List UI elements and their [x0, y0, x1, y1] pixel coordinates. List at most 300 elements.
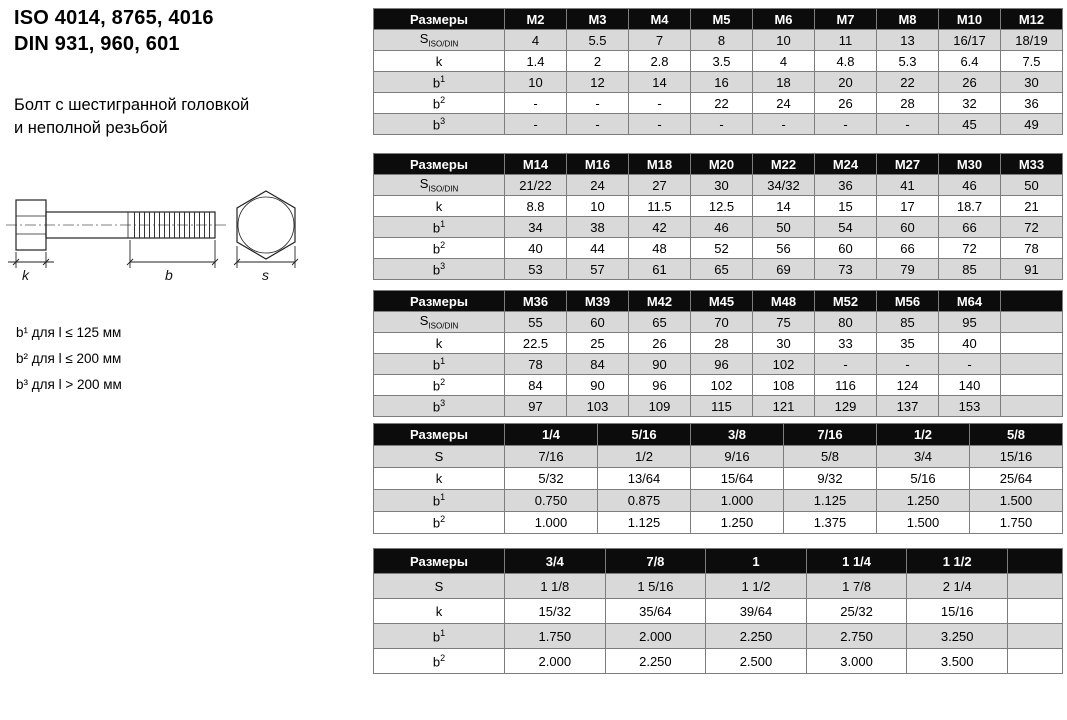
value-cell: 10	[505, 72, 567, 93]
value-cell: 137	[877, 396, 939, 417]
empty-cell	[1008, 624, 1063, 649]
table-row	[374, 574, 1063, 599]
metric-table-m14-m33	[373, 153, 1063, 280]
value-cell: 78	[1001, 238, 1063, 259]
footnote-b2: b² для l ≤ 200 мм	[16, 351, 122, 366]
column-header: 3/4	[505, 549, 606, 574]
value-cell: 5/32	[505, 468, 598, 490]
value-cell: 153	[939, 396, 1001, 417]
value-cell: 52	[691, 238, 753, 259]
value-cell: -	[691, 114, 753, 135]
header-row	[374, 424, 1063, 446]
value-cell: 26	[815, 93, 877, 114]
value-cell: 15/16	[907, 599, 1008, 624]
value-cell: 32	[939, 93, 1001, 114]
row-label: $b^1$	[374, 354, 505, 375]
column-header: M64	[939, 291, 1001, 312]
value-cell: 6.4	[939, 51, 1001, 72]
column-header: 1/4	[505, 424, 598, 446]
column-header: 5/16	[598, 424, 691, 446]
value-cell: 84	[567, 354, 629, 375]
table-row	[374, 312, 1063, 333]
table-row	[374, 354, 1063, 375]
value-cell: 1.000	[691, 490, 784, 512]
value-cell: -	[815, 114, 877, 135]
value-cell: 3.5	[691, 51, 753, 72]
table-row	[374, 175, 1063, 196]
column-header: M30	[939, 154, 1001, 175]
value-cell: 72	[1001, 217, 1063, 238]
column-header: M3	[567, 9, 629, 30]
value-cell: 84	[505, 375, 567, 396]
value-cell: 60	[815, 238, 877, 259]
column-header: 5/8	[970, 424, 1063, 446]
header-row	[374, 154, 1063, 175]
column-header: M5	[691, 9, 753, 30]
value-cell: 1.000	[505, 512, 598, 534]
column-header: M42	[629, 291, 691, 312]
value-cell: 21	[1001, 196, 1063, 217]
value-cell: 34/32	[753, 175, 815, 196]
column-header: M20	[691, 154, 753, 175]
value-cell: 5/16	[877, 468, 970, 490]
row-label: $b^1$	[374, 72, 505, 93]
value-cell: 18/19	[1001, 30, 1063, 51]
value-cell: 72	[939, 238, 1001, 259]
table-row	[374, 238, 1063, 259]
value-cell: 1.125	[784, 490, 877, 512]
table-row	[374, 259, 1063, 280]
value-cell: 27	[629, 175, 691, 196]
value-cell: 80	[815, 312, 877, 333]
description-line-2: и неполной резьбой	[14, 119, 168, 138]
value-cell: 7	[629, 30, 691, 51]
value-cell: 1.750	[970, 512, 1063, 534]
row-label: k	[374, 51, 505, 72]
value-cell: 20	[815, 72, 877, 93]
value-cell: 50	[753, 217, 815, 238]
value-cell: 13/64	[598, 468, 691, 490]
value-cell: 1.4	[505, 51, 567, 72]
value-cell: 75	[753, 312, 815, 333]
value-cell: 35/64	[605, 599, 706, 624]
footnote-b1: b¹ для l ≤ 125 мм	[16, 325, 122, 340]
iso-standards-line: ISO 4014, 8765, 4016	[14, 7, 214, 29]
empty-cell	[1008, 574, 1063, 599]
value-cell: 15	[815, 196, 877, 217]
value-cell: 3.500	[907, 649, 1008, 674]
table-row	[374, 30, 1063, 51]
value-cell: 140	[939, 375, 1001, 396]
row-label: k	[374, 599, 505, 624]
row-label: $b^2$	[374, 512, 505, 534]
value-cell: 18.7	[939, 196, 1001, 217]
column-header: M6	[753, 9, 815, 30]
value-cell: -	[505, 114, 567, 135]
value-cell: 2 1/4	[907, 574, 1008, 599]
column-header: M16	[567, 154, 629, 175]
value-cell: 2.750	[806, 624, 907, 649]
value-cell: -	[567, 93, 629, 114]
value-cell: 5/8	[784, 446, 877, 468]
value-cell: 34	[505, 217, 567, 238]
value-cell: 60	[877, 217, 939, 238]
value-cell: 26	[629, 333, 691, 354]
column-header: M10	[939, 9, 1001, 30]
k-dimension-label: k	[22, 267, 29, 283]
value-cell: 108	[753, 375, 815, 396]
row-label: $b^2$	[374, 375, 505, 396]
value-cell: 4	[753, 51, 815, 72]
row-label: S	[374, 574, 505, 599]
value-cell: 70	[691, 312, 753, 333]
value-cell: 2.250	[605, 649, 706, 674]
value-cell: 1 1/8	[505, 574, 606, 599]
column-header: 1/2	[877, 424, 970, 446]
value-cell: 97	[505, 396, 567, 417]
value-cell: 50	[1001, 175, 1063, 196]
table-row	[374, 649, 1063, 674]
value-cell: 22	[691, 93, 753, 114]
value-cell: 9/16	[691, 446, 784, 468]
value-cell: 28	[877, 93, 939, 114]
value-cell: 53	[505, 259, 567, 280]
size-header-label: Размеры	[374, 154, 505, 175]
value-cell: 85	[877, 312, 939, 333]
b-dimension	[127, 240, 218, 268]
value-cell: 1.500	[970, 490, 1063, 512]
value-cell: 90	[629, 354, 691, 375]
value-cell: 25/64	[970, 468, 1063, 490]
row-label: $b^2$	[374, 238, 505, 259]
value-cell: -	[753, 114, 815, 135]
value-cell: 55	[505, 312, 567, 333]
value-cell: 16/17	[939, 30, 1001, 51]
value-cell: 24	[567, 175, 629, 196]
value-cell: 2	[567, 51, 629, 72]
column-header: 7/16	[784, 424, 877, 446]
s-dimension	[234, 246, 298, 268]
value-cell: 38	[567, 217, 629, 238]
value-cell: -	[505, 93, 567, 114]
value-cell: 22.5	[505, 333, 567, 354]
row-label: k	[374, 468, 505, 490]
column-header: M36	[505, 291, 567, 312]
length-footnotes	[16, 320, 122, 398]
footnote-b3: b³ для l > 200 мм	[16, 377, 122, 392]
value-cell: 16	[691, 72, 753, 93]
value-cell: 61	[629, 259, 691, 280]
value-cell: 124	[877, 375, 939, 396]
value-cell: 14	[629, 72, 691, 93]
column-header: M24	[815, 154, 877, 175]
table-row	[374, 217, 1063, 238]
value-cell: 1.375	[784, 512, 877, 534]
column-header: M4	[629, 9, 691, 30]
value-cell: 11.5	[629, 196, 691, 217]
value-cell: 66	[877, 238, 939, 259]
value-cell: 2.8	[629, 51, 691, 72]
row-label: $S_{ISO/DIN}$	[374, 175, 505, 196]
value-cell: 4.8	[815, 51, 877, 72]
table-row	[374, 375, 1063, 396]
value-cell: -	[939, 354, 1001, 375]
value-cell: 11	[815, 30, 877, 51]
row-label: $b^2$	[374, 93, 505, 114]
row-label: $S_{ISO/DIN}$	[374, 312, 505, 333]
description-line-1: Болт с шестигранной головкой	[14, 96, 250, 114]
value-cell: 21/22	[505, 175, 567, 196]
b-dimension-label: b	[165, 267, 173, 283]
table-row	[374, 72, 1063, 93]
table-row	[374, 599, 1063, 624]
table-row	[374, 93, 1063, 114]
value-cell: 40	[505, 238, 567, 259]
empty-cell	[1008, 599, 1063, 624]
column-header: M45	[691, 291, 753, 312]
value-cell: 66	[939, 217, 1001, 238]
value-cell: 8.8	[505, 196, 567, 217]
value-cell: 116	[815, 375, 877, 396]
column-header: M27	[877, 154, 939, 175]
column-header: M12	[1001, 9, 1063, 30]
standards-title	[14, 5, 214, 58]
dimension-tables-panel	[373, 8, 1063, 674]
value-cell: 85	[939, 259, 1001, 280]
empty-cell	[1001, 333, 1063, 354]
value-cell: 30	[691, 175, 753, 196]
value-cell: -	[567, 114, 629, 135]
value-cell: 42	[629, 217, 691, 238]
value-cell: 2.250	[706, 624, 807, 649]
column-header: 1	[706, 549, 807, 574]
s-dimension-label: s	[262, 267, 269, 283]
value-cell: 3.000	[806, 649, 907, 674]
value-cell: 79	[877, 259, 939, 280]
row-label: k	[374, 196, 505, 217]
value-cell: 91	[1001, 259, 1063, 280]
column-header: 3/8	[691, 424, 784, 446]
value-cell: 96	[629, 375, 691, 396]
value-cell: 5.5	[567, 30, 629, 51]
value-cell: 8	[691, 30, 753, 51]
value-cell: 60	[567, 312, 629, 333]
value-cell: 15/16	[970, 446, 1063, 468]
value-cell: 14	[753, 196, 815, 217]
value-cell: 65	[691, 259, 753, 280]
value-cell: 54	[815, 217, 877, 238]
value-cell: 33	[815, 333, 877, 354]
header-row	[374, 9, 1063, 30]
column-header: M56	[877, 291, 939, 312]
empty-header-cell	[1008, 549, 1063, 574]
column-header: 7/8	[605, 549, 706, 574]
value-cell: -	[815, 354, 877, 375]
product-description	[14, 94, 249, 140]
table-row	[374, 396, 1063, 417]
value-cell: 95	[939, 312, 1001, 333]
value-cell: 30	[1001, 72, 1063, 93]
value-cell: 30	[753, 333, 815, 354]
value-cell: 10	[567, 196, 629, 217]
value-cell: 78	[505, 354, 567, 375]
value-cell: 5.3	[877, 51, 939, 72]
value-cell: 24	[753, 93, 815, 114]
value-cell: 109	[629, 396, 691, 417]
value-cell: 41	[877, 175, 939, 196]
value-cell: 0.750	[505, 490, 598, 512]
inch-table-threequarters-to-oneandahalf	[373, 548, 1063, 674]
thread-hatching	[132, 212, 214, 238]
column-header: M2	[505, 9, 567, 30]
value-cell: 46	[691, 217, 753, 238]
value-cell: 12.5	[691, 196, 753, 217]
value-cell: 4	[505, 30, 567, 51]
table-row	[374, 624, 1063, 649]
value-cell: 129	[815, 396, 877, 417]
value-cell: -	[629, 93, 691, 114]
value-cell: 1 7/8	[806, 574, 907, 599]
value-cell: 36	[815, 175, 877, 196]
value-cell: 0.875	[598, 490, 691, 512]
value-cell: 25	[567, 333, 629, 354]
value-cell: 65	[629, 312, 691, 333]
metric-table-m2-m12	[373, 8, 1063, 135]
size-header-label: Размеры	[374, 549, 505, 574]
value-cell: 1.500	[877, 512, 970, 534]
value-cell: 96	[691, 354, 753, 375]
column-header: M33	[1001, 154, 1063, 175]
value-cell: 57	[567, 259, 629, 280]
value-cell: 46	[939, 175, 1001, 196]
value-cell: 1/2	[598, 446, 691, 468]
value-cell: 56	[753, 238, 815, 259]
value-cell: 18	[753, 72, 815, 93]
column-header: 1 1/2	[907, 549, 1008, 574]
empty-cell	[1001, 354, 1063, 375]
value-cell: 7/16	[505, 446, 598, 468]
value-cell: 3/4	[877, 446, 970, 468]
row-label: k	[374, 333, 505, 354]
table-row	[374, 446, 1063, 468]
table-row	[374, 468, 1063, 490]
value-cell: 49	[1001, 114, 1063, 135]
value-cell: 15/32	[505, 599, 606, 624]
value-cell: 1.250	[877, 490, 970, 512]
size-header-label: Размеры	[374, 291, 505, 312]
header-row	[374, 291, 1063, 312]
empty-cell	[1001, 375, 1063, 396]
value-cell: -	[629, 114, 691, 135]
value-cell: 69	[753, 259, 815, 280]
table-row	[374, 114, 1063, 135]
row-label: $b^3$	[374, 114, 505, 135]
empty-cell	[1001, 312, 1063, 333]
value-cell: 1.125	[598, 512, 691, 534]
empty-cell	[1008, 649, 1063, 674]
value-cell: 1 5/16	[605, 574, 706, 599]
metric-table-m36-m64	[373, 290, 1063, 417]
row-label: $b^1$	[374, 217, 505, 238]
row-label: $S_{ISO/DIN}$	[374, 30, 505, 51]
value-cell: 39/64	[706, 599, 807, 624]
table-row	[374, 333, 1063, 354]
value-cell: 73	[815, 259, 877, 280]
value-cell: 102	[753, 354, 815, 375]
row-label: $b^1$	[374, 624, 505, 649]
column-header: M18	[629, 154, 691, 175]
value-cell: 45	[939, 114, 1001, 135]
value-cell: 115	[691, 396, 753, 417]
value-cell: 17	[877, 196, 939, 217]
hex-head-end-view	[237, 191, 295, 259]
value-cell: 25/32	[806, 599, 907, 624]
value-cell: 40	[939, 333, 1001, 354]
value-cell: 35	[877, 333, 939, 354]
column-header: M8	[877, 9, 939, 30]
value-cell: 7.5	[1001, 51, 1063, 72]
value-cell: 1.750	[505, 624, 606, 649]
value-cell: 103	[567, 396, 629, 417]
value-cell: 1.250	[691, 512, 784, 534]
table-row	[374, 51, 1063, 72]
column-header: 1 1/4	[806, 549, 907, 574]
value-cell: 44	[567, 238, 629, 259]
value-cell: 10	[753, 30, 815, 51]
value-cell: 15/64	[691, 468, 784, 490]
din-standards-line: DIN 931, 960, 601	[14, 33, 180, 56]
column-header: M14	[505, 154, 567, 175]
column-header: M52	[815, 291, 877, 312]
row-label: S	[374, 446, 505, 468]
value-cell: 28	[691, 333, 753, 354]
column-header: M22	[753, 154, 815, 175]
bolt-technical-drawing	[2, 188, 332, 300]
value-cell: 1 1/2	[706, 574, 807, 599]
value-cell: 121	[753, 396, 815, 417]
column-header: M7	[815, 9, 877, 30]
column-header: M39	[567, 291, 629, 312]
empty-cell	[1001, 396, 1063, 417]
k-dimension	[8, 252, 54, 268]
value-cell: 13	[877, 30, 939, 51]
value-cell: -	[877, 354, 939, 375]
value-cell: 102	[691, 375, 753, 396]
row-label: $b^3$	[374, 259, 505, 280]
value-cell: 90	[567, 375, 629, 396]
table-row	[374, 512, 1063, 534]
inch-table-quarter-to-fiveeighths	[373, 423, 1063, 534]
value-cell: 3.250	[907, 624, 1008, 649]
table-row	[374, 490, 1063, 512]
value-cell: 48	[629, 238, 691, 259]
column-header: M48	[753, 291, 815, 312]
value-cell: 22	[877, 72, 939, 93]
value-cell: 12	[567, 72, 629, 93]
value-cell: 36	[1001, 93, 1063, 114]
header-row	[374, 549, 1063, 574]
empty-header-cell	[1001, 291, 1063, 312]
row-label: $b^1$	[374, 490, 505, 512]
value-cell: 2.000	[505, 649, 606, 674]
row-label: $b^2$	[374, 649, 505, 674]
value-cell: 26	[939, 72, 1001, 93]
size-header-label: Размеры	[374, 9, 505, 30]
value-cell: 2.000	[605, 624, 706, 649]
size-header-label: Размеры	[374, 424, 505, 446]
value-cell: 2.500	[706, 649, 807, 674]
value-cell: 9/32	[784, 468, 877, 490]
